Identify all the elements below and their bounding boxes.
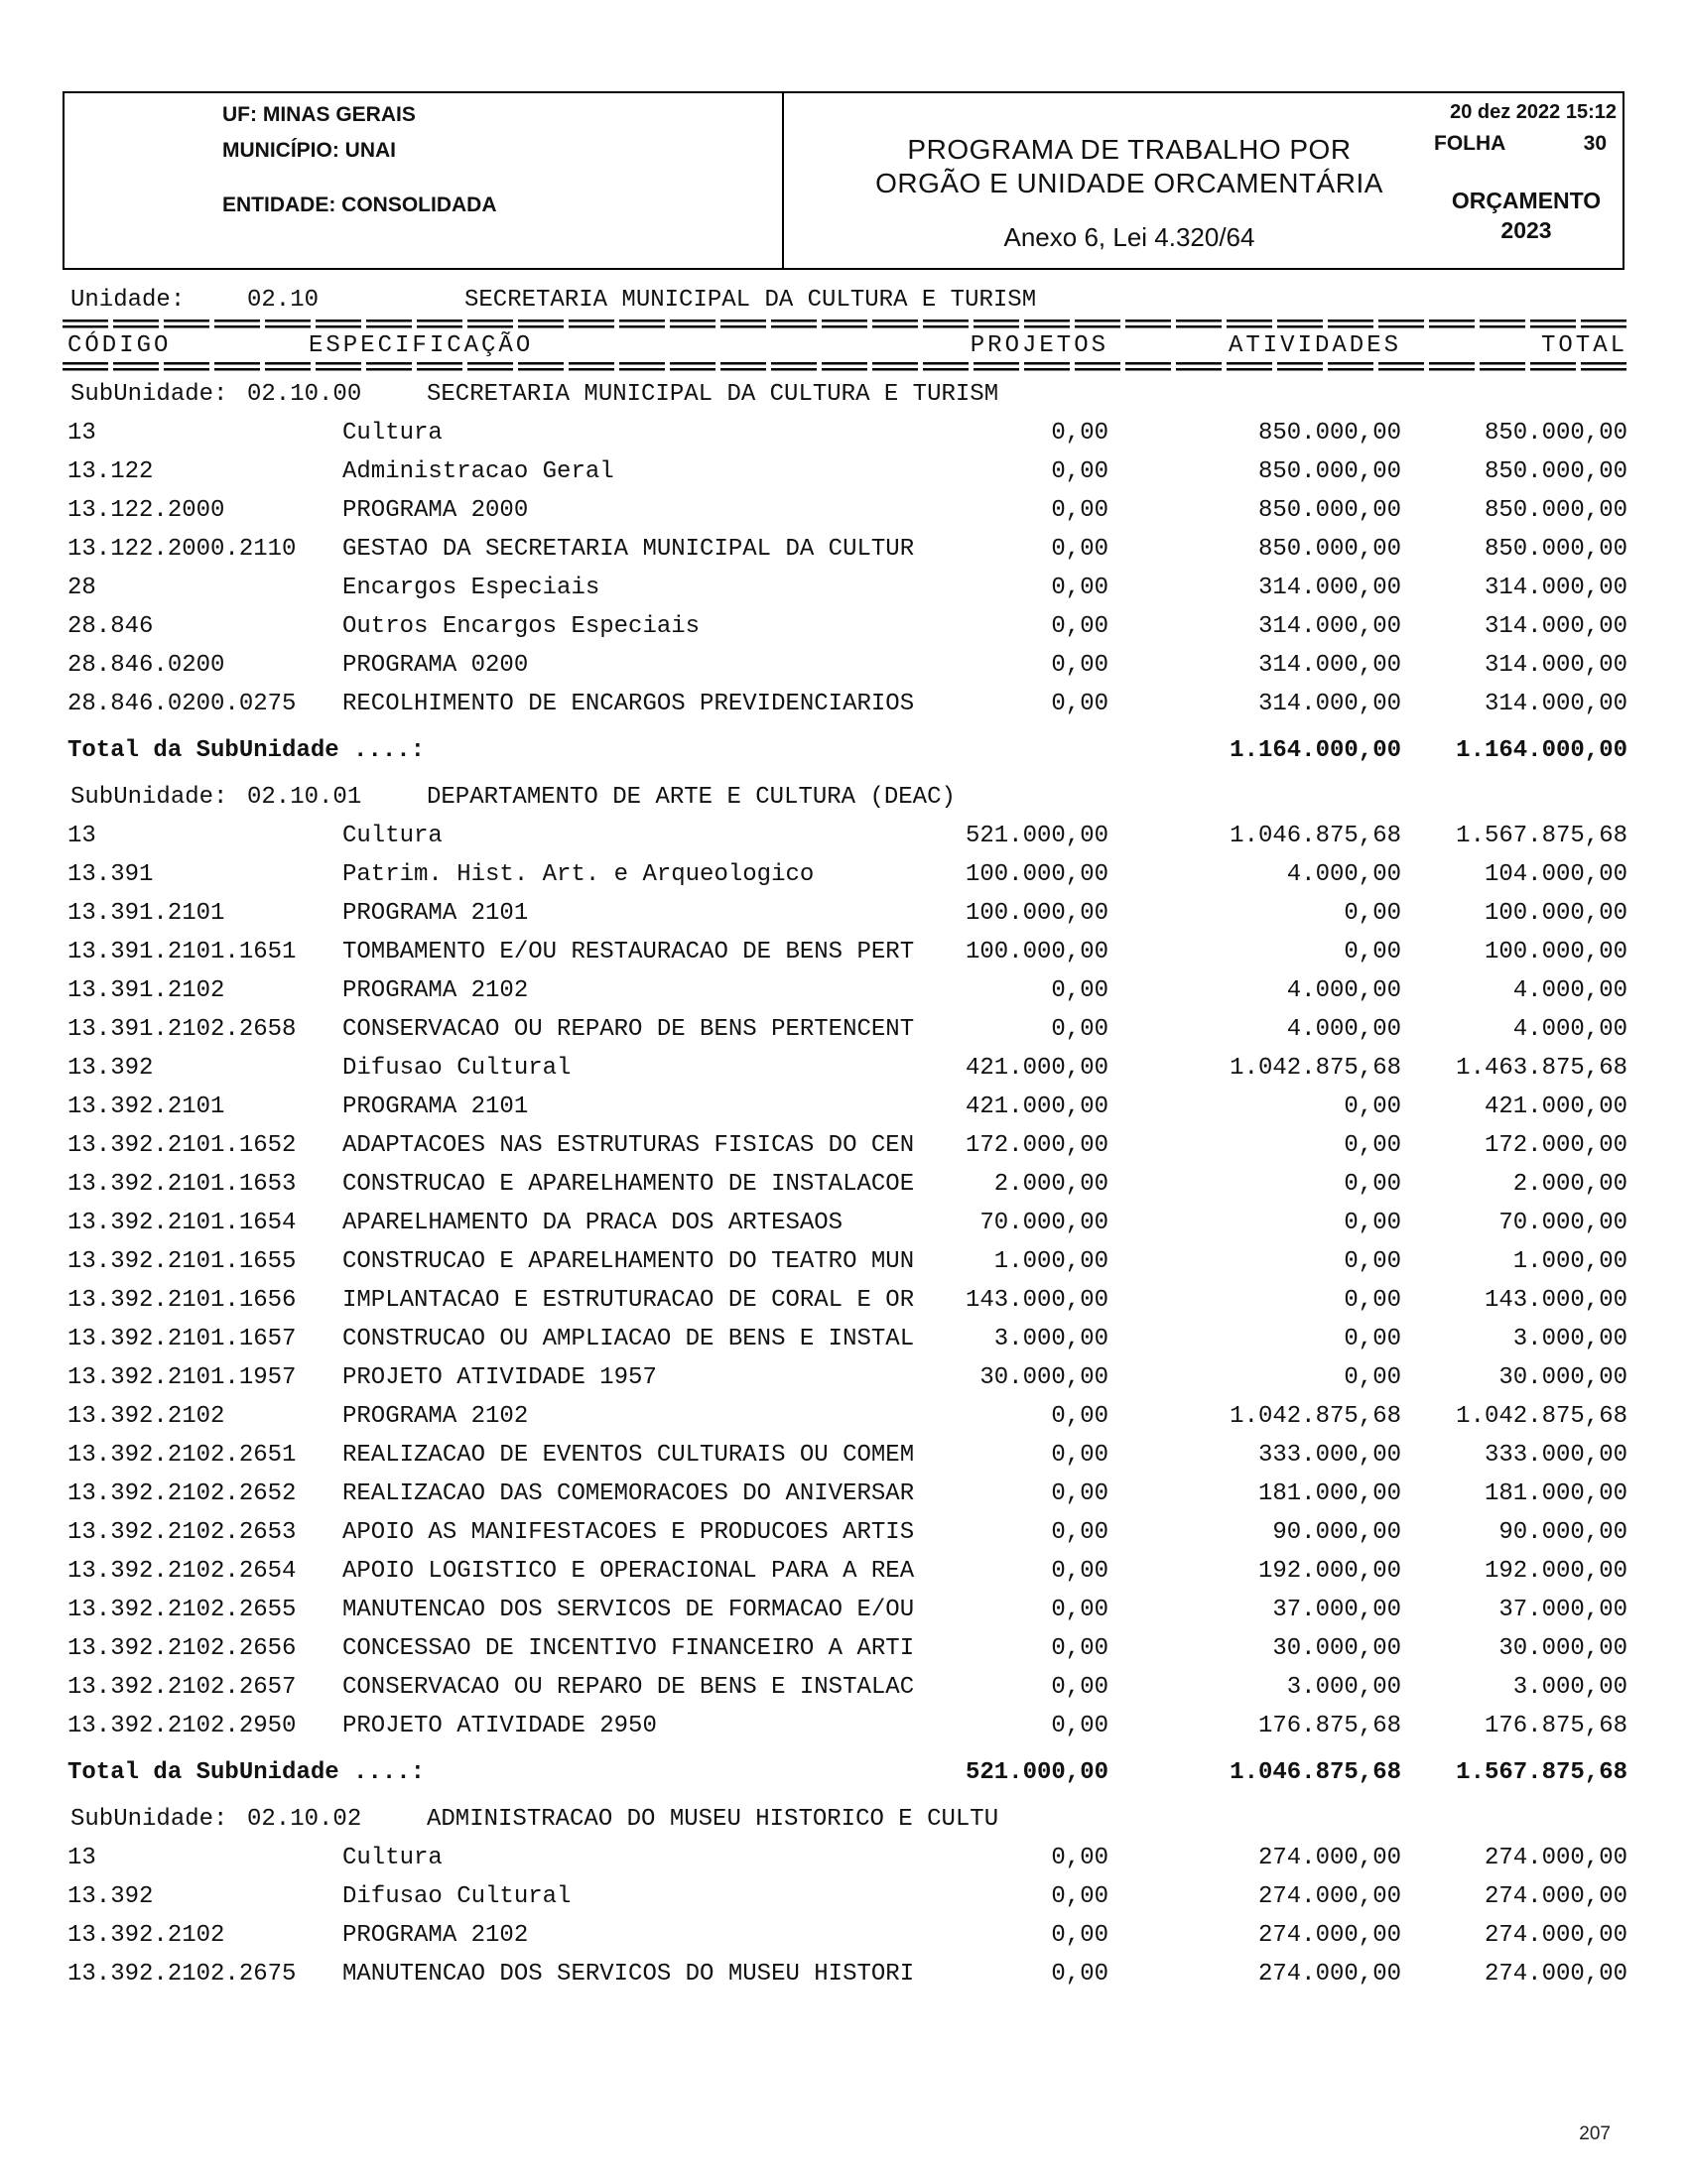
cell-total: 37.000,00 [1498,1597,1627,1623]
cell-projetos: 0,00 [1051,1016,1108,1043]
cell-atividades: 0,00 [1344,1364,1401,1391]
cell-atividades: 1.042.875,68 [1230,1403,1401,1430]
cell-atividades: 37.000,00 [1272,1597,1401,1623]
cell-total: 274.000,00 [1484,1922,1627,1949]
cell-atividades: 1.046.875,68 [1230,823,1401,849]
cell-especificacao: Difusao Cultural [342,1883,572,1910]
cell-atividades: 0,00 [1344,1093,1401,1120]
cell-atividades: 850.000,00 [1257,420,1401,447]
cell-codigo: 13.392.2101.1653 [67,1171,297,1198]
subunidade-line [0,778,1688,817]
cell-especificacao: PROGRAMA 2101 [342,1093,529,1120]
total-label: Total da SubUnidade ....: [67,737,426,764]
subunidade-label: SubUnidade: [70,1806,228,1833]
cell-atividades: 4.000,00 [1286,861,1401,888]
cell-projetos: 521.000,00 [965,823,1108,849]
table-row [67,1513,1627,1552]
cell-projetos: 0,00 [1051,1713,1108,1739]
total-atividades: 1.046.875,68 [1230,1759,1401,1786]
cell-total: 3.000,00 [1512,1326,1627,1352]
cell-total: 70.000,00 [1498,1210,1627,1236]
subunidade-code: 02.10.01 [247,784,362,811]
cell-codigo: 13.392.2102.2656 [67,1635,297,1662]
cell-projetos: 0,00 [1051,1558,1108,1585]
cell-projetos: 0,00 [1051,652,1108,679]
cell-total: 314.000,00 [1484,691,1627,717]
cell-projetos: 0,00 [1051,536,1108,563]
cell-projetos: 0,00 [1051,497,1108,524]
cell-especificacao: CONSTRUCAO E APARELHAMENTO DE INSTALACOE [342,1171,915,1198]
cell-total: 4.000,00 [1512,977,1627,1004]
cell-atividades: 0,00 [1344,1287,1401,1314]
cell-total: 3.000,00 [1512,1674,1627,1701]
cell-especificacao: Administracao Geral [342,458,614,485]
cell-projetos: 0,00 [1051,1922,1108,1949]
folha-row [1434,132,1619,156]
cell-total: 850.000,00 [1484,458,1627,485]
cell-atividades: 176.875,68 [1257,1713,1401,1739]
cell-atividades: 314.000,00 [1257,613,1401,640]
table-row [67,1204,1627,1242]
table-row [67,646,1627,685]
cell-codigo: 13.122 [67,458,154,485]
cell-especificacao: CONSTRUCAO OU AMPLIACAO DE BENS E INSTAL [342,1326,915,1352]
table-row [67,1281,1627,1320]
subunidade-total-row [67,731,1627,770]
cell-total: 143.000,00 [1484,1287,1627,1314]
cell-codigo: 13.392.2102.2675 [67,1961,297,1988]
table-row [67,607,1627,646]
cell-projetos: 1.000,00 [993,1248,1108,1275]
cell-codigo: 13.392 [67,1055,154,1082]
cell-total: 90.000,00 [1498,1519,1627,1546]
cell-codigo: 13.391.2102.2658 [67,1016,297,1043]
orcamento-year: 2023 [1500,217,1552,243]
total-label: Total da SubUnidade ....: [67,1759,426,1786]
cell-projetos: 0,00 [1051,458,1108,485]
unidade-name: SECRETARIA MUNICIPAL DA CULTURA E TURISM [464,287,1037,314]
cell-total: 850.000,00 [1484,536,1627,563]
cell-especificacao: CONSERVACAO OU REPARO DE BENS PERTENCENT [342,1016,915,1043]
cell-codigo: 13.392.2102.2652 [67,1480,297,1507]
cell-total: 1.000,00 [1512,1248,1627,1275]
uf-label: UF: MINAS GERAIS [222,103,416,126]
cell-projetos: 0,00 [1051,1480,1108,1507]
municipio-label: MUNICÍPIO: UNAI [222,139,396,162]
table-row [67,1126,1627,1165]
cell-especificacao: APOIO AS MANIFESTACOES E PRODUCOES ARTIS [342,1519,915,1546]
table-row [67,452,1627,491]
print-datetime: 20 dez 2022 15:12 [1450,101,1617,123]
cell-projetos: 0,00 [1051,1961,1108,1988]
cell-atividades: 181.000,00 [1257,1480,1401,1507]
table-row [67,1629,1627,1668]
cell-especificacao: GESTAO DA SECRETARIA MUNICIPAL DA CULTUR [342,536,915,563]
cell-codigo: 28.846 [67,613,154,640]
table-row [67,1591,1627,1629]
cell-codigo: 13.391.2102 [67,977,225,1004]
cell-total: 100.000,00 [1484,900,1627,927]
report-title [782,133,1477,200]
cell-especificacao: RECOLHIMENTO DE ENCARGOS PREVIDENCIARIOS [342,691,915,717]
table-row [67,1877,1627,1916]
unidade-line [0,286,1688,316]
cell-projetos: 0,00 [1051,1403,1108,1430]
subunidade-label: SubUnidade: [70,381,228,408]
cell-total: 30.000,00 [1498,1635,1627,1662]
cell-codigo: 13.392.2102.2657 [67,1674,297,1701]
cell-projetos: 70.000,00 [979,1210,1108,1236]
cell-total: 100.000,00 [1484,939,1627,965]
subunidade-code: 02.10.00 [247,381,362,408]
cell-projetos: 2.000,00 [993,1171,1108,1198]
cell-atividades: 4.000,00 [1286,1016,1401,1043]
report-header [63,91,1624,270]
cell-total: 314.000,00 [1484,575,1627,601]
cell-total: 850.000,00 [1484,497,1627,524]
cell-especificacao: CONCESSAO DE INCENTIVO FINANCEIRO A ARTI [342,1635,915,1662]
cell-especificacao: IMPLANTACAO E ESTRUTURACAO DE CORAL E OR [342,1287,915,1314]
cell-especificacao: APARELHAMENTO DA PRACA DOS ARTESAOS [342,1210,844,1236]
header-meta-cell [1434,101,1619,245]
cell-codigo: 13.392.2101.1652 [67,1132,297,1159]
cell-codigo: 13.391.2101 [67,900,225,927]
cell-projetos: 30.000,00 [979,1364,1108,1391]
cell-codigo: 28 [67,575,96,601]
cell-codigo: 13.391.2101.1651 [67,939,297,965]
cell-total: 1.567.875,68 [1456,823,1627,849]
report-subtitle: Anexo 6, Lei 4.320/64 [1003,222,1255,252]
table-row [67,530,1627,569]
cell-projetos: 421.000,00 [965,1093,1108,1120]
cell-especificacao: MANUTENCAO DOS SERVICOS DO MUSEU HISTORI [342,1961,915,1988]
cell-total: 172.000,00 [1484,1132,1627,1159]
cell-projetos: 0,00 [1051,613,1108,640]
table-row [67,1707,1627,1745]
cell-atividades: 0,00 [1344,939,1401,965]
cell-total: 2.000,00 [1512,1171,1627,1198]
cell-codigo: 13.392.2101.1654 [67,1210,297,1236]
folha-value: 30 [1583,132,1607,155]
report-title-line1: PROGRAMA DE TRABALHO POR [907,134,1352,165]
cell-projetos: 0,00 [1051,420,1108,447]
cell-codigo: 13.392.2102.2950 [67,1713,297,1739]
cell-total: 314.000,00 [1484,613,1627,640]
cell-especificacao: Encargos Especiais [342,575,600,601]
cell-total: 850.000,00 [1484,420,1627,447]
cell-total: 314.000,00 [1484,652,1627,679]
subunidade-section [0,778,1688,1792]
subunidade-name: ADMINISTRACAO DO MUSEU HISTORICO E CULTU [427,1806,999,1833]
cell-codigo: 13.392.2102.2654 [67,1558,297,1585]
table-row [67,685,1627,723]
cell-codigo: 13 [67,823,96,849]
cell-atividades: 274.000,00 [1257,1961,1401,1988]
subunidade-section [0,1800,1688,1993]
table-column-header [67,328,1627,362]
table-row [67,1358,1627,1397]
cell-atividades: 0,00 [1344,1132,1401,1159]
cell-projetos: 0,00 [1051,1597,1108,1623]
table-row [67,491,1627,530]
table-row [67,1165,1627,1204]
cell-atividades: 1.042.875,68 [1230,1055,1401,1082]
cell-projetos: 421.000,00 [965,1055,1108,1082]
cell-atividades: 850.000,00 [1257,497,1401,524]
cell-atividades: 274.000,00 [1257,1922,1401,1949]
cell-especificacao: CONSTRUCAO E APARELHAMENTO DO TEATRO MUN [342,1248,915,1275]
table-row [67,894,1627,933]
table-body [0,371,1688,1993]
table-row [67,1436,1627,1475]
cell-especificacao: MANUTENCAO DOS SERVICOS DE FORMACAO E/OU [342,1597,915,1623]
cell-atividades: 0,00 [1344,900,1401,927]
cell-especificacao: PROGRAMA 2102 [342,1922,529,1949]
total-total: 1.567.875,68 [1456,1759,1627,1786]
cell-projetos: 0,00 [1051,1674,1108,1701]
cell-projetos: 100.000,00 [965,900,1108,927]
orcamento-label: ORÇAMENTO [1451,188,1602,213]
subunidade-code: 02.10.02 [247,1806,362,1833]
cell-projetos: 100.000,00 [965,939,1108,965]
table-row [67,1916,1627,1955]
cell-codigo: 13.392 [67,1883,154,1910]
cell-total: 274.000,00 [1484,1883,1627,1910]
unidade-code: 02.10 [247,287,320,314]
cell-total: 4.000,00 [1512,1016,1627,1043]
cell-projetos: 3.000,00 [993,1326,1108,1352]
table-row [67,1839,1627,1877]
cell-codigo: 13.391 [67,861,154,888]
header-title-cell [782,93,1477,268]
cell-projetos: 172.000,00 [965,1132,1108,1159]
cell-especificacao: ADAPTACOES NAS ESTRUTURAS FISICAS DO CEN [342,1132,915,1159]
cell-codigo: 28.846.0200.0275 [67,691,297,717]
cell-especificacao: REALIZACAO DAS COMEMORACOES DO ANIVERSAR [342,1480,915,1507]
cell-especificacao: Cultura [342,1845,443,1871]
cell-total: 181.000,00 [1484,1480,1627,1507]
cell-atividades: 192.000,00 [1257,1558,1401,1585]
cell-atividades: 850.000,00 [1257,536,1401,563]
cell-total: 176.875,68 [1484,1713,1627,1739]
cell-atividades: 314.000,00 [1257,691,1401,717]
cell-atividades: 274.000,00 [1257,1845,1401,1871]
cell-projetos: 0,00 [1051,1442,1108,1469]
cell-especificacao: Patrim. Hist. Art. e Arqueologico [342,861,815,888]
cell-codigo: 13.392.2102.2653 [67,1519,297,1546]
cell-projetos: 0,00 [1051,1883,1108,1910]
entidade-label: ENTIDADE: CONSOLIDADA [222,193,497,216]
cell-total: 274.000,00 [1484,1845,1627,1871]
table-row [67,1552,1627,1591]
cell-especificacao: Difusao Cultural [342,1055,572,1082]
table-row [67,1010,1627,1049]
cell-especificacao: PROGRAMA 2101 [342,900,529,927]
cell-codigo: 28.846.0200 [67,652,225,679]
cell-atividades: 0,00 [1344,1171,1401,1198]
cell-especificacao: CONSERVACAO OU REPARO DE BENS E INSTALAC [342,1674,915,1701]
cell-especificacao: TOMBAMENTO E/OU RESTAURACAO DE BENS PERT [342,939,915,965]
folha-label: FOLHA [1434,132,1506,155]
table-row [67,414,1627,452]
cell-codigo: 13.392.2102 [67,1922,225,1949]
table-row [67,1668,1627,1707]
cell-projetos: 143.000,00 [965,1287,1108,1314]
column-total: TOTAL [1540,331,1627,359]
unidade-label: Unidade: [70,287,186,314]
cell-codigo: 13.392.2102.2655 [67,1597,297,1623]
column-especificacao: ESPECIFICAÇÃO [309,331,534,359]
cell-total: 421.000,00 [1484,1093,1627,1120]
cell-especificacao: Cultura [342,823,443,849]
table-row [67,1320,1627,1358]
cell-codigo: 13.392.2101.1957 [67,1364,297,1391]
cell-especificacao: PROGRAMA 2102 [342,977,529,1004]
cell-projetos: 0,00 [1051,691,1108,717]
total-projetos: 521.000,00 [965,1759,1108,1786]
cell-especificacao: Outros Encargos Especiais [342,613,701,640]
cell-total: 333.000,00 [1484,1442,1627,1469]
column-atividades: ATIVIDADES [1228,331,1401,359]
table-row [67,1049,1627,1088]
subunidade-name: SECRETARIA MUNICIPAL DA CULTURA E TURISM [427,381,999,408]
table-row [67,1475,1627,1513]
cell-atividades: 314.000,00 [1257,652,1401,679]
double-rule [63,320,1627,328]
cell-projetos: 0,00 [1051,1635,1108,1662]
subunidade-total-row [67,1753,1627,1792]
cell-codigo: 13 [67,420,96,447]
table-row [67,1955,1627,1993]
report-title-line2: ORGÃO E UNIDADE ORCAMENTÁRIA [875,168,1383,198]
orcamento-block [1434,186,1619,245]
table-row [67,855,1627,894]
cell-projetos: 0,00 [1051,575,1108,601]
cell-atividades: 0,00 [1344,1248,1401,1275]
cell-atividades: 90.000,00 [1272,1519,1401,1546]
cell-atividades: 850.000,00 [1257,458,1401,485]
cell-projetos: 0,00 [1051,977,1108,1004]
cell-especificacao: PROJETO ATIVIDADE 2950 [342,1713,657,1739]
cell-atividades: 3.000,00 [1286,1674,1401,1701]
subunidade-section [0,375,1688,770]
double-rule [63,362,1627,371]
cell-total: 1.463.875,68 [1456,1055,1627,1082]
column-codigo: CÓDIGO [67,331,172,359]
cell-codigo: 13.392.2102 [67,1403,225,1430]
cell-atividades: 30.000,00 [1272,1635,1401,1662]
cell-total: 104.000,00 [1484,861,1627,888]
cell-codigo: 13.392.2101.1656 [67,1287,297,1314]
subunidade-line [0,375,1688,414]
cell-especificacao: PROGRAMA 0200 [342,652,529,679]
header-entity-cell [65,93,784,268]
cell-projetos: 0,00 [1051,1845,1108,1871]
page-number: 207 [1579,2123,1611,2144]
cell-especificacao: Cultura [342,420,443,447]
subunidade-line [0,1800,1688,1839]
cell-codigo: 13 [67,1845,96,1871]
cell-atividades: 274.000,00 [1257,1883,1401,1910]
cell-codigo: 13.122.2000 [67,497,225,524]
table-row [67,817,1627,855]
cell-atividades: 0,00 [1344,1210,1401,1236]
subunidade-name: DEPARTAMENTO DE ARTE E CULTURA (DEAC) [427,784,956,811]
cell-codigo: 13.392.2102.2651 [67,1442,297,1469]
cell-total: 1.042.875,68 [1456,1403,1627,1430]
cell-especificacao: PROJETO ATIVIDADE 1957 [342,1364,657,1391]
table-row [67,1397,1627,1436]
cell-total: 30.000,00 [1498,1364,1627,1391]
cell-atividades: 4.000,00 [1286,977,1401,1004]
cell-total: 192.000,00 [1484,1558,1627,1585]
cell-codigo: 13.122.2000.2110 [67,536,297,563]
total-total: 1.164.000,00 [1456,737,1627,764]
cell-total: 274.000,00 [1484,1961,1627,1988]
cell-especificacao: PROGRAMA 2000 [342,497,529,524]
table-row [67,569,1627,607]
column-projetos: PROJETOS [970,331,1108,359]
table-row [67,971,1627,1010]
cell-codigo: 13.392.2101.1655 [67,1248,297,1275]
cell-codigo: 13.392.2101 [67,1093,225,1120]
cell-atividades: 0,00 [1344,1326,1401,1352]
cell-especificacao: REALIZACAO DE EVENTOS CULTURAIS OU COMEM [342,1442,915,1469]
table-row [67,1088,1627,1126]
cell-atividades: 333.000,00 [1257,1442,1401,1469]
cell-codigo: 13.392.2101.1657 [67,1326,297,1352]
table-row [67,933,1627,971]
cell-projetos: 0,00 [1051,1519,1108,1546]
cell-especificacao: PROGRAMA 2102 [342,1403,529,1430]
table-row [67,1242,1627,1281]
cell-projetos: 100.000,00 [965,861,1108,888]
total-atividades: 1.164.000,00 [1230,737,1401,764]
cell-atividades: 314.000,00 [1257,575,1401,601]
subunidade-label: SubUnidade: [70,784,228,811]
cell-especificacao: APOIO LOGISTICO E OPERACIONAL PARA A REA [342,1558,915,1585]
